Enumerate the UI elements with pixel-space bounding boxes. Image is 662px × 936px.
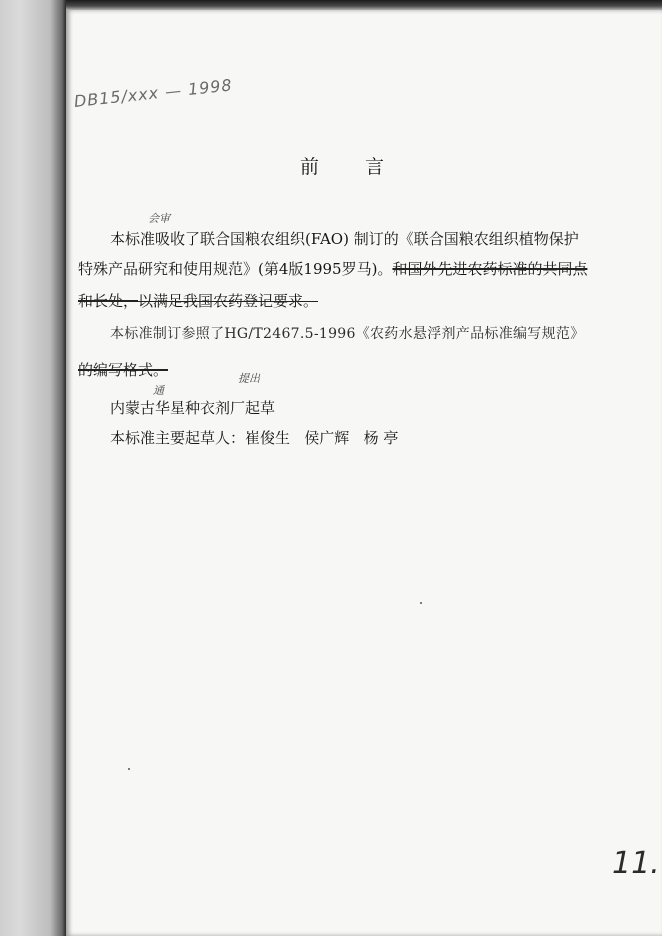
drafters: 本标准主要起草人：崔俊生 侯广辉 杨 亭 [110, 429, 399, 447]
handwritten-annotation: 提出 [238, 372, 260, 385]
handwritten-page-number: 11. [612, 846, 660, 881]
paragraph2-line1: 本标准制订参照了HG/T2467.5-1996《农药水悬浮剂产品标准编写规范》 [110, 326, 585, 342]
paragraph1-line1: 本标准吸收了联合国粮农组织(FAO) 制订的《联合国粮农组织植物保护 [110, 230, 579, 248]
page-title: 前 言 [300, 156, 405, 178]
paragraph2-line2 [78, 359, 168, 382]
scan-speck [128, 768, 130, 770]
scan-speck [420, 602, 422, 604]
struck-text: 和国外先进农药标准的共同点 [392, 260, 588, 278]
paragraph1-line2 [78, 258, 587, 281]
paragraph1-line2-text: 特殊产品研究和使用规范》(第4版1995罗马)。 [78, 260, 393, 278]
handwritten-annotation: 会审 [148, 212, 170, 225]
paragraph1-line3-tail: 以满足我国农药登记要求。 [138, 292, 319, 310]
handwritten-doc-code: DB15/xxx — 1998 [73, 75, 234, 111]
paragraph1-line3 [78, 290, 318, 313]
drafting-unit: 内蒙古华星种衣剂厂起草 [110, 399, 276, 417]
handwritten-annotation: 通 [153, 384, 164, 397]
scanner-edge [0, 0, 66, 936]
struck-text: 和长处， [78, 292, 139, 310]
struck-text: 的编写格式。 [78, 361, 169, 379]
document-page [66, 10, 662, 936]
